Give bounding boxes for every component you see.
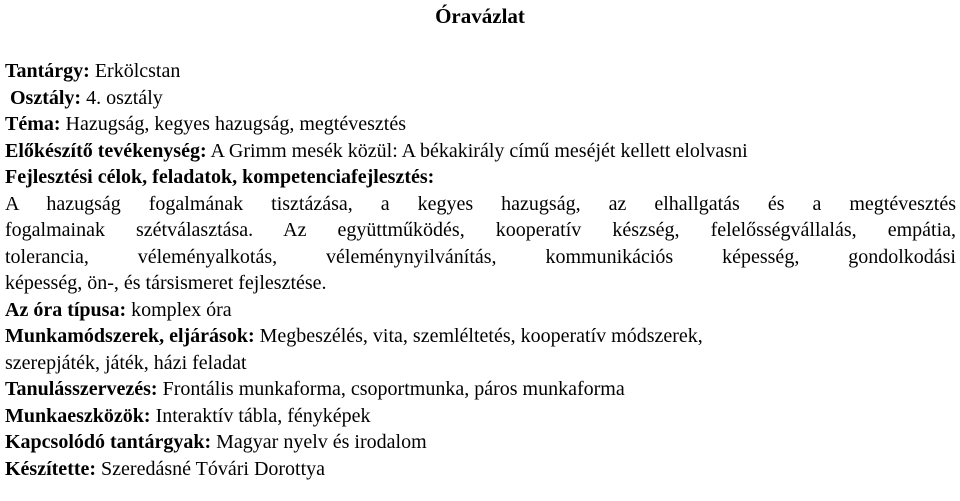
author-label: Készítette: xyxy=(5,457,97,480)
methods-continuation: szerepjáték, játék, házi feladat xyxy=(5,351,247,374)
goals-label: Fejlesztési célok, feladatok, kompetenciafejlesztés: xyxy=(5,166,435,188)
author-line xyxy=(5,456,956,483)
goals-text-line-1: A hazugság fogalmának tisztázása, a kegyes hazugság, az elhallgatás és a megtévesztés xyxy=(5,192,956,215)
goals-text-line-2: fogalmainak szétválasztása. Az együttműködés, kooperatív készség, felelősségvállalás, empátia, xyxy=(5,219,956,241)
author-value: Szeredásné Tóvári Dorottya xyxy=(101,457,326,480)
related-subjects-line xyxy=(5,429,956,456)
related-subjects-value: Magyar nyelv és irodalom xyxy=(216,431,427,453)
document-title: Óravázlat xyxy=(435,4,525,28)
grade-label: Osztály: xyxy=(10,86,82,109)
methods-label: Munkamódszerek, eljárások: xyxy=(5,325,255,347)
tools-label: Munkaeszközök: xyxy=(5,404,151,427)
preparation-line xyxy=(5,138,956,165)
grade-line xyxy=(5,85,956,112)
topic-line xyxy=(5,111,956,138)
goals-text-line-3: tolerancia, véleményalkotás, véleménynyilvánítás, kommunikációs képesség, gondolkodási xyxy=(5,245,956,268)
organization-label: Tanulásszervezés: xyxy=(5,378,158,400)
topic-value: Hazugság, kegyes hazugság, megtévesztés xyxy=(65,113,406,135)
subject-line xyxy=(5,58,956,85)
methods-value: Megbeszélés, vita, szemléltetés, kooperatív módszerek, xyxy=(259,325,703,347)
related-subjects-label: Kapcsolódó tantárgyak: xyxy=(5,431,212,453)
tools-line xyxy=(5,403,956,430)
grade-value: 4. osztály xyxy=(86,86,163,109)
preparation-label: Előkészítő tevékenység: xyxy=(5,139,207,162)
organization-value: Frontális munkaforma, csoportmunka, páros munkaforma xyxy=(162,378,625,400)
lesson-type-value: komplex óra xyxy=(131,298,232,321)
methods-line xyxy=(5,323,956,350)
organization-line xyxy=(5,376,956,403)
subject-label: Tantárgy: xyxy=(5,60,90,82)
lesson-plan-body xyxy=(5,58,956,482)
preparation-value: A Grimm mesék közül: A békakirály című meséjét kellett elolvasni xyxy=(210,139,748,162)
goals-text-line-4: képesség, ön-, és társismeret fejlesztése. xyxy=(5,272,327,294)
topic-label: Téma: xyxy=(5,113,61,135)
goals-heading xyxy=(5,164,956,191)
lesson-type-line xyxy=(5,297,956,324)
subject-value: Erkölcstan xyxy=(94,60,181,82)
tools-value: Interaktív tábla, fényképek xyxy=(155,404,371,427)
lesson-type-label: Az óra típusa: xyxy=(5,298,127,321)
